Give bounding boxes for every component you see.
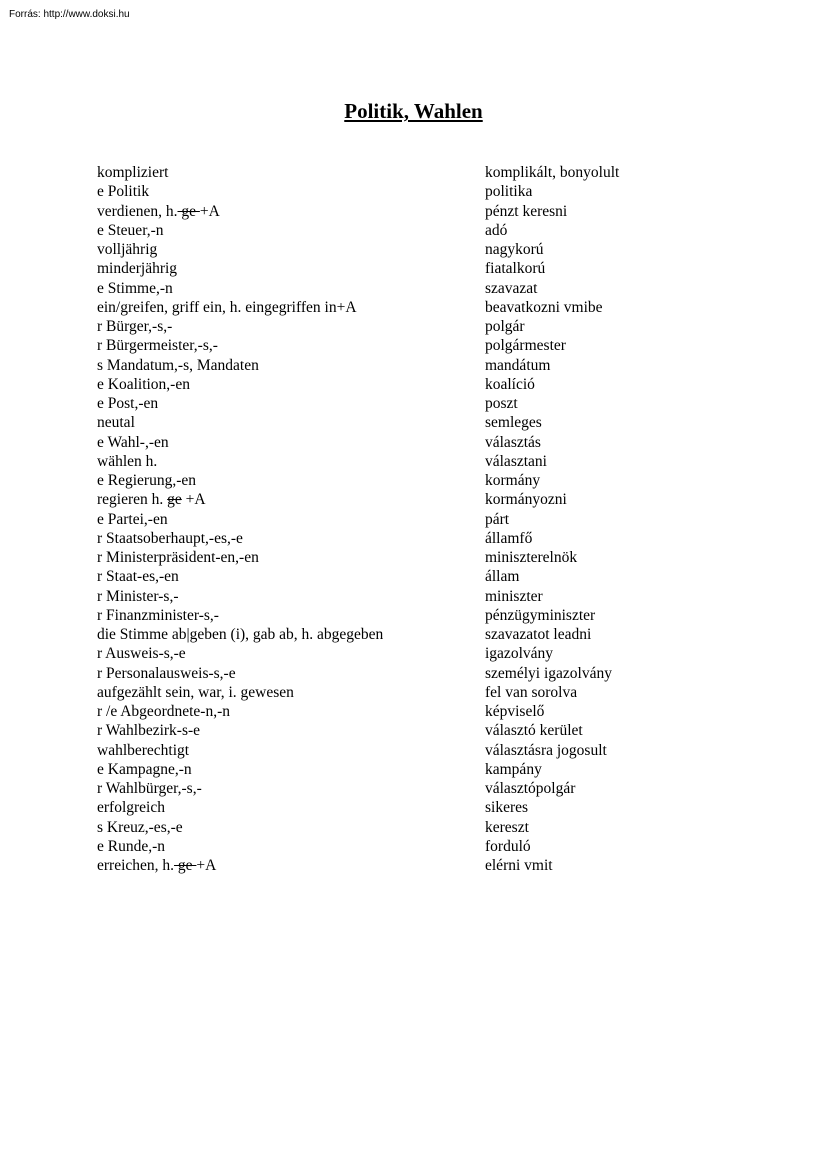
vocab-row <box>97 336 737 355</box>
hungarian-translation: koalíció <box>485 375 535 393</box>
hungarian-translation: mandátum <box>485 356 551 374</box>
hungarian-translation: választani <box>485 452 547 470</box>
vocab-row <box>97 413 737 432</box>
german-term <box>97 510 168 529</box>
german-term-text: e Kampagne,-n <box>97 760 192 778</box>
german-term <box>97 664 236 683</box>
german-term <box>97 452 157 471</box>
german-term-text: e Partei,-en <box>97 510 168 528</box>
vocab-row <box>97 433 737 452</box>
hungarian-translation: fiatalkorú <box>485 260 546 278</box>
hungarian-translation: komplikált, bonyolult <box>485 164 620 181</box>
german-term-text: r Minister-s,- <box>97 587 179 605</box>
german-term <box>97 221 164 240</box>
german-term-suffix: +A <box>181 491 206 509</box>
hungarian-translation: politika <box>485 183 533 201</box>
german-term <box>97 548 259 567</box>
german-term <box>97 182 149 201</box>
vocab-row <box>97 240 737 259</box>
german-term-text: r Bürgermeister,-s,- <box>97 337 218 355</box>
german-term <box>97 818 183 837</box>
vocab-row <box>97 548 737 567</box>
german-term <box>97 798 165 817</box>
german-term-text: e Wahl-,-en <box>97 433 169 451</box>
german-term-text: regieren h. <box>97 491 168 509</box>
german-term <box>97 413 135 432</box>
hungarian-translation: adó <box>485 221 508 239</box>
german-term-text: e Steuer,-n <box>97 221 164 239</box>
vocab-row <box>97 644 737 663</box>
german-term <box>97 163 168 182</box>
hungarian-translation: választó kerület <box>485 722 583 740</box>
vocab-row <box>97 356 737 375</box>
german-term <box>97 336 218 355</box>
german-term <box>97 529 243 548</box>
hungarian-translation: beavatkozni vmibe <box>485 298 603 316</box>
german-term-text: r Staat-es,-en <box>97 568 179 586</box>
german-term <box>97 625 383 644</box>
german-term <box>97 356 259 375</box>
vocab-row <box>97 587 737 606</box>
german-term <box>97 741 189 760</box>
vocab-row <box>97 202 737 221</box>
hungarian-translation: kereszt <box>485 818 529 836</box>
german-term <box>97 471 196 490</box>
german-term-suffix: +A <box>196 857 217 874</box>
vocab-row <box>97 221 737 240</box>
german-term <box>97 317 172 336</box>
german-term-text: e Politik <box>97 183 150 201</box>
german-term-text: aufgezählt sein, war, i. gewesen <box>97 683 294 701</box>
hungarian-translation: választópolgár <box>485 780 576 797</box>
german-term <box>97 567 179 586</box>
german-term <box>97 856 216 875</box>
hungarian-translation: kormány <box>485 472 541 489</box>
hungarian-translation: elérni vmit <box>485 857 553 874</box>
struck-through-text: ge <box>167 491 182 509</box>
german-term-text: die Stimme ab|geben (i), gab ab, h. abgegeben <box>97 626 384 643</box>
german-term <box>97 279 173 298</box>
german-term-text: wählen h. <box>97 452 158 470</box>
struck-through-text: ge <box>174 857 197 874</box>
vocab-row <box>97 471 737 490</box>
german-term-text: r Ausweis-s,-e <box>97 645 186 663</box>
german-term <box>97 606 219 625</box>
german-term-text: r Ministerpräsident-en,-en <box>97 549 259 566</box>
german-term-text: wahlberechtigt <box>97 741 190 759</box>
german-term-text: r Wahlbürger,-s,- <box>97 780 202 797</box>
hungarian-translation: állam <box>485 568 520 586</box>
german-term-text: e Koalition,-en <box>97 375 190 393</box>
german-term-text: kompliziert <box>97 164 169 181</box>
page-title: Politik, Wahlen <box>344 99 483 123</box>
hungarian-translation: polgármester <box>485 337 566 355</box>
german-term-text: e Runde,-n <box>97 837 166 855</box>
vocab-row <box>97 279 737 298</box>
german-term-text: r Wahlbezirk-s-e <box>97 722 201 740</box>
vocab-row <box>97 182 737 201</box>
german-term-text: r Personalausweis-s,-e <box>97 664 236 682</box>
vocabulary-list <box>97 163 737 875</box>
german-term-text: s Mandatum,-s, Mandaten <box>97 356 259 374</box>
hungarian-translation: pénzügyminiszter <box>485 606 596 624</box>
hungarian-translation: fel van sorolva <box>485 683 578 701</box>
hungarian-translation: miniszterelnök <box>485 549 578 566</box>
vocab-row <box>97 818 737 837</box>
german-term-text: minderjährig <box>97 260 178 278</box>
hungarian-translation: forduló <box>485 837 531 855</box>
vocab-row <box>97 529 737 548</box>
vocab-row <box>97 259 737 278</box>
vocab-row <box>97 394 737 413</box>
vocab-row <box>97 375 737 394</box>
vocab-row <box>97 779 737 798</box>
german-term <box>97 490 206 509</box>
vocab-row <box>97 741 737 760</box>
german-term <box>97 394 158 413</box>
hungarian-translation: sikeres <box>485 799 529 817</box>
german-term-text: s Kreuz,-es,-e <box>97 818 183 836</box>
source-note: Forrás: http://www.doksi.hu <box>9 9 130 20</box>
german-term <box>97 683 294 702</box>
hungarian-translation: nagykorú <box>485 241 544 258</box>
vocab-row <box>97 856 737 875</box>
hungarian-translation: polgár <box>485 318 525 335</box>
hungarian-translation: választás <box>485 433 541 451</box>
german-term-text: ein/greifen, griff ein, h. eingegriffen in+A <box>97 298 357 316</box>
vocab-row <box>97 452 737 471</box>
german-term-text: e Stimme,-n <box>97 279 173 297</box>
vocab-row <box>97 163 737 182</box>
vocab-row <box>97 317 737 336</box>
german-term-text: r Staatsoberhaupt,-es,-e <box>97 529 243 547</box>
vocab-row <box>97 298 737 317</box>
hungarian-translation: személyi igazolvány <box>485 664 612 682</box>
hungarian-translation: kampány <box>485 760 542 778</box>
german-term <box>97 587 178 606</box>
german-term-text: erreichen, h. <box>97 857 175 874</box>
german-term-text: r Finanzminister-s,- <box>97 606 219 624</box>
german-term-text: volljährig <box>97 241 158 258</box>
vocab-row <box>97 567 737 586</box>
vocab-row <box>97 606 737 625</box>
struck-through-text: ge <box>177 202 200 220</box>
hungarian-translation: semleges <box>485 414 542 432</box>
hungarian-translation: szavazat <box>485 279 538 297</box>
hungarian-translation: poszt <box>485 395 518 412</box>
german-term <box>97 259 177 278</box>
hungarian-translation: kormányozni <box>485 491 567 509</box>
hungarian-translation: párt <box>485 510 510 528</box>
vocab-row <box>97 798 737 817</box>
german-term-text: verdienen, h. <box>97 202 178 220</box>
vocab-row <box>97 625 737 644</box>
german-term <box>97 837 165 856</box>
german-term <box>97 433 169 452</box>
german-term-suffix: +A <box>199 202 220 220</box>
german-term <box>97 760 192 779</box>
vocab-row <box>97 702 737 721</box>
vocab-row <box>97 837 737 856</box>
german-term-text: r Bürger,-s,- <box>97 318 173 335</box>
vocab-row <box>97 490 737 509</box>
hungarian-translation: államfő <box>485 529 533 547</box>
german-term-text: e Regierung,-en <box>97 472 196 489</box>
vocab-row <box>97 760 737 779</box>
german-term-text: neutal <box>97 414 135 432</box>
hungarian-translation: miniszter <box>485 587 543 605</box>
german-term <box>97 721 200 740</box>
german-term <box>97 240 157 259</box>
german-term-text: erfolgreich <box>97 799 165 817</box>
hungarian-translation: választásra jogosult <box>485 741 607 759</box>
hungarian-translation: képviselő <box>485 703 545 720</box>
vocab-row <box>97 510 737 529</box>
hungarian-translation: szavazatot leadni <box>485 626 592 643</box>
german-term <box>97 298 357 317</box>
german-term-text: r /e Abgeordnete-n,-n <box>97 703 230 720</box>
german-term-text: e Post,-en <box>97 395 159 412</box>
hungarian-translation: igazolvány <box>485 645 554 663</box>
vocab-row <box>97 664 737 683</box>
hungarian-translation: pénzt keresni <box>485 202 568 220</box>
german-term <box>97 779 202 798</box>
german-term <box>97 375 190 394</box>
vocab-row <box>97 683 737 702</box>
german-term <box>97 202 220 221</box>
german-term <box>97 644 186 663</box>
vocab-row <box>97 721 737 740</box>
german-term <box>97 702 230 721</box>
